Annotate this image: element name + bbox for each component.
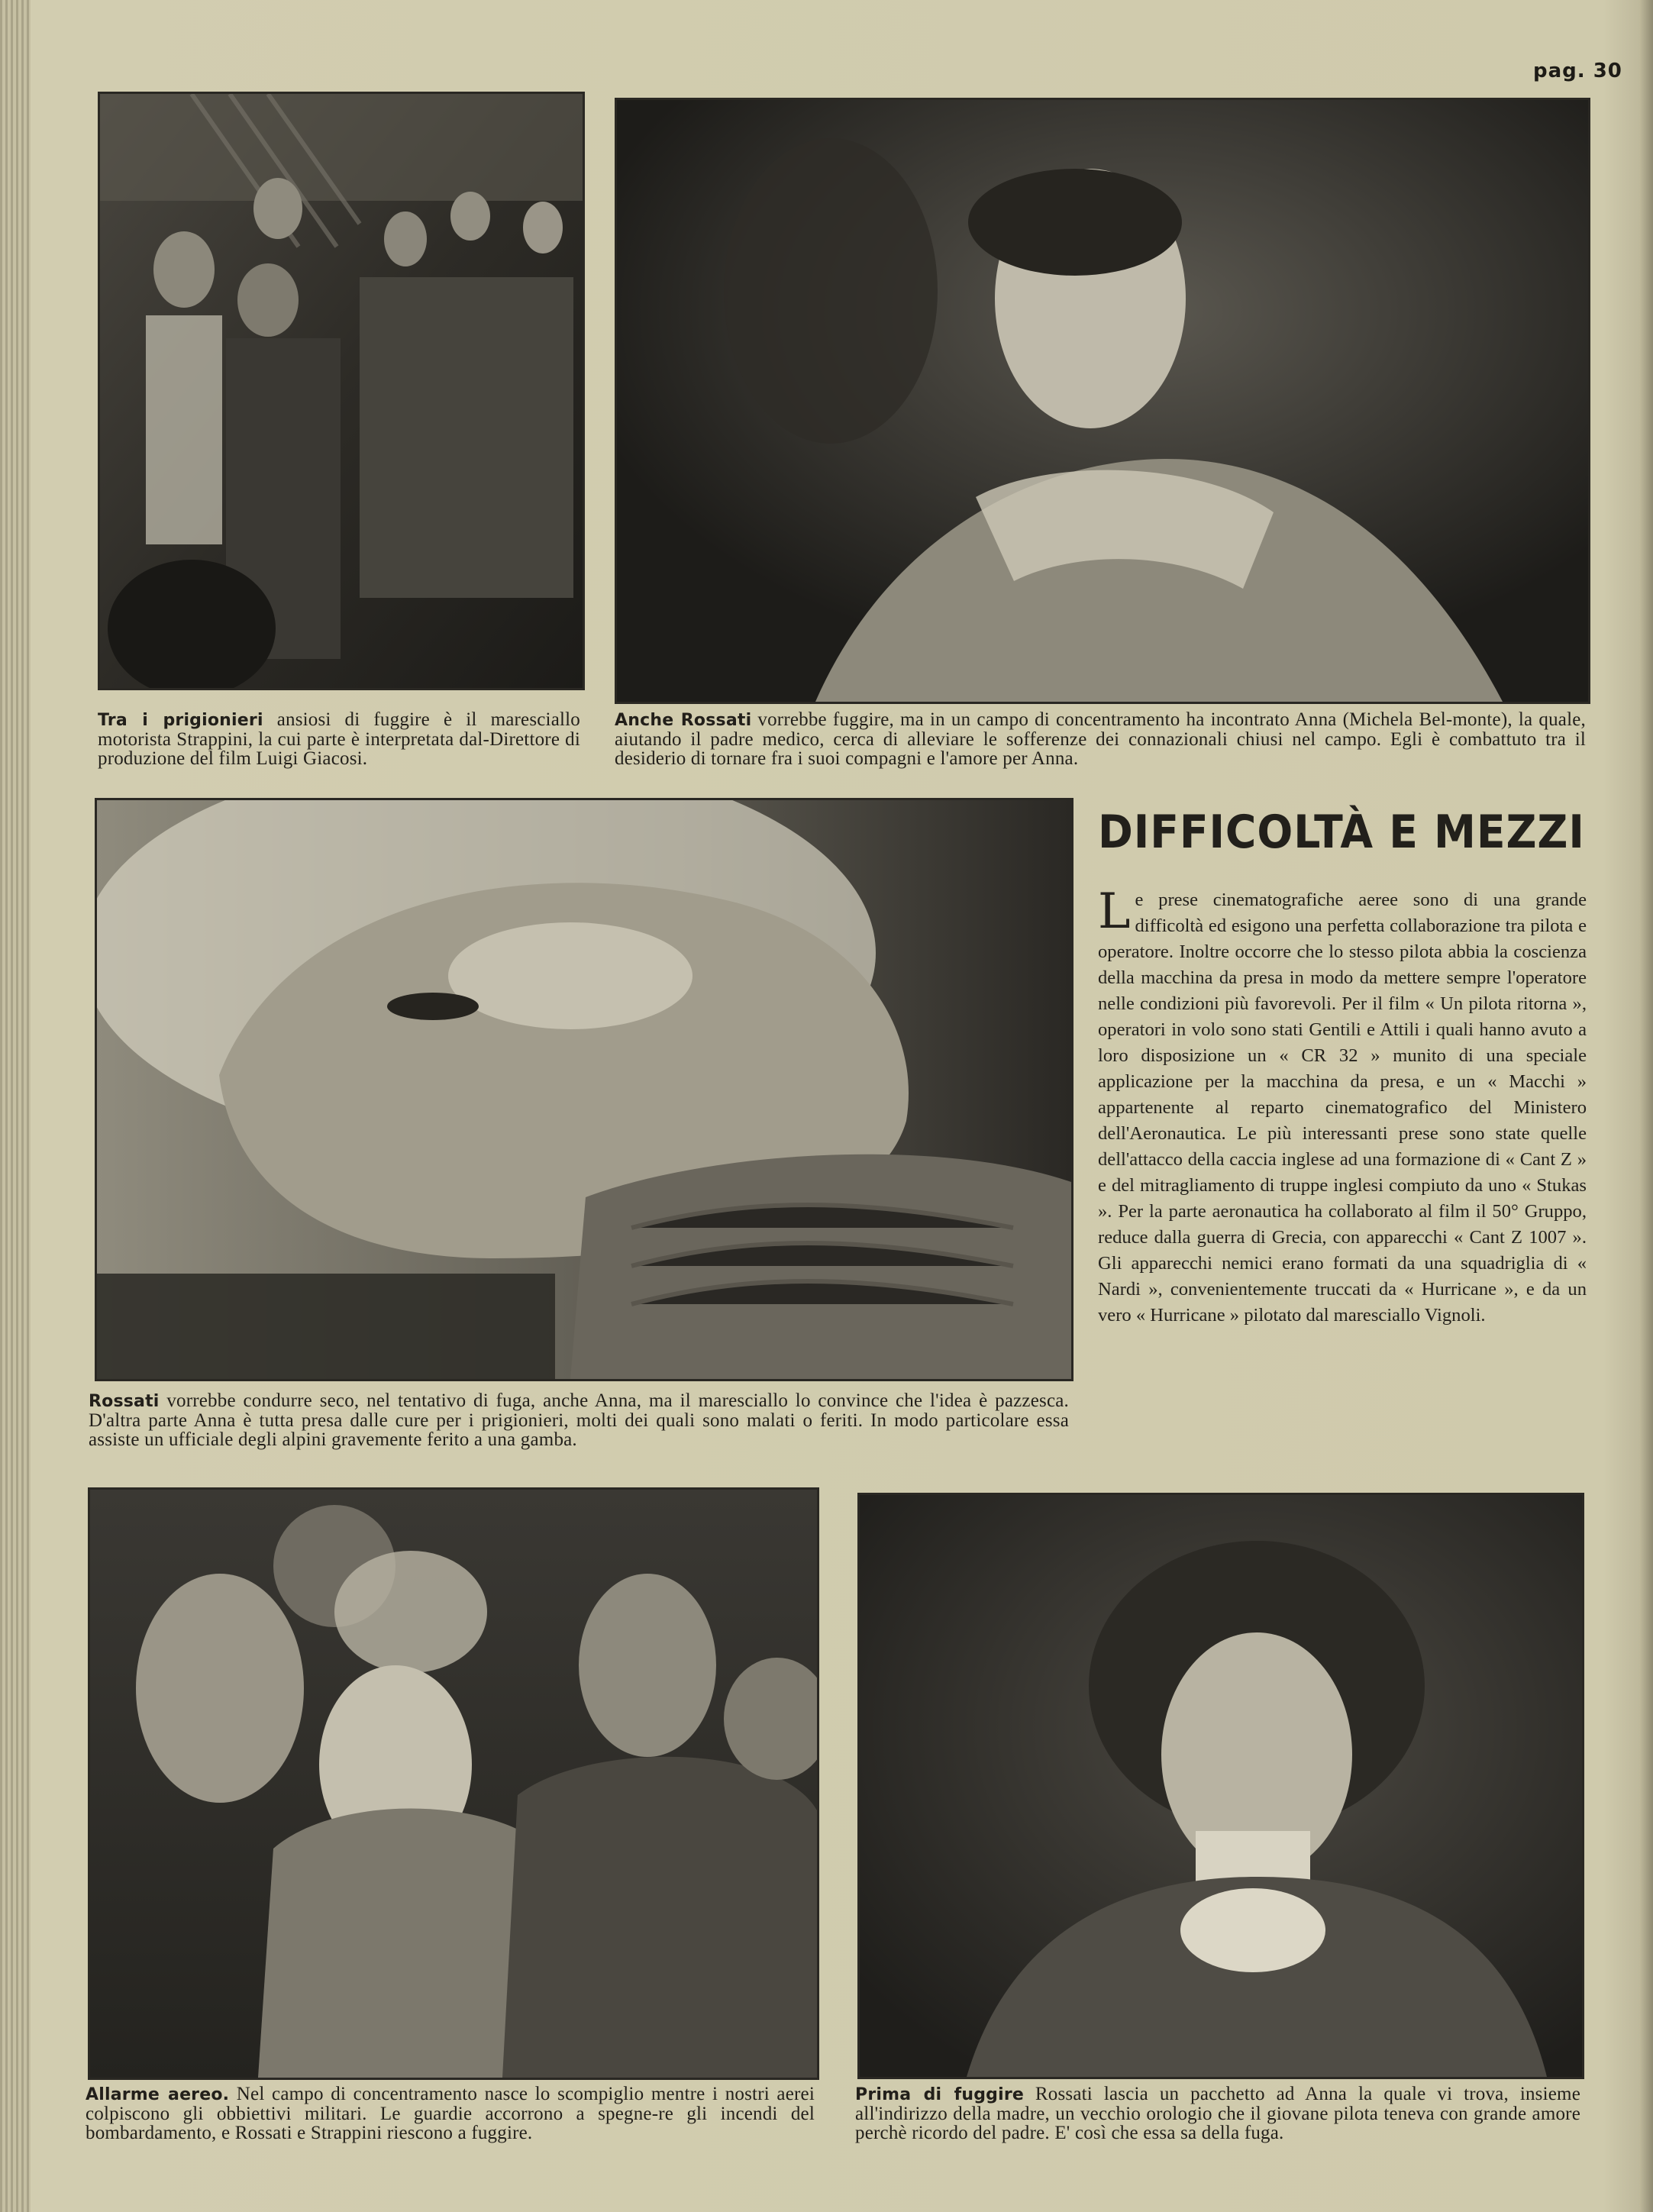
caption-air-raid — [86, 2084, 815, 2143]
caption-prisoners — [98, 710, 580, 768]
article-text: e prese cinematografiche aeree sono di una grande difficoltà ed esigono una perfetta collaborazione tra pilota e operatore. Inoltre occorre che lo stesso pilota abbia la coscienza della macchina da presa in modo da mettere sempre l'operatore nelle condizioni più favorevoli. Per il film « Un pilota ritorna », operatori in volo sono stati Gentili e Attili i quali hanno avuto a loro disposizione un « CR 32 » munito di una speciale applicazione per la macchina da presa, e un « Macchi » appartenente al reparto cinematografico del Ministero dell'Aeronautica. Le più interessanti prese sono state quelle dell'attacco della caccia inglese ad una formazione di « Cant Z » e del mitragliamento di truppe inglesi compiuto da uno « Stukas ». Per la parte aeronautica ha collaborato al film il 50° Gruppo, reduce dalla guerra di Grecia, con apparecchi « Cant Z 1007 ». Gli apparecchi nemici erano formati da una squadriglia di « Nardi », convenientemente truccati da « Hurricane », e da un vero « Hurricane » pilotato dal maresciallo Vignoli. — [1098, 890, 1587, 1326]
caption-lead: Allarme aereo. — [86, 2085, 230, 2104]
photo-man-profile — [615, 98, 1590, 704]
caption-wounded — [89, 1391, 1069, 1449]
page-edge — [1639, 0, 1653, 2212]
page-number: pag. 30 — [1533, 60, 1622, 82]
caption-rossati — [615, 710, 1586, 768]
photo-family-air-raid — [88, 1487, 819, 2080]
caption-text: ansiosi di fuggire è il maresciallo motorista Strappini, la cui parte è interpretata dal-Direttore di produzione del film Luigi Giacosi. — [98, 709, 580, 769]
photo-prisoners-group — [98, 92, 585, 690]
article-body — [1098, 883, 1587, 1329]
article-headline: DIFFICOLTÀ E MEZZI — [1098, 806, 1585, 859]
photo-wounded-man — [95, 798, 1073, 1381]
caption-anna — [855, 2084, 1580, 2143]
photo-woman-portrait — [857, 1493, 1584, 2079]
caption-lead: Prima di fuggire — [855, 2085, 1025, 2104]
caption-lead: Tra i prigionieri — [98, 711, 263, 730]
binding-spine — [0, 0, 31, 2212]
caption-lead: Anche Rossati — [615, 711, 752, 730]
caption-text: vorrebbe condurre seco, nel tentativo di fuga, anche Anna, ma il maresciallo lo convince che l'idea è pazzesca. D'altra parte Anna è tutta presa dalle cure per i prigionieri, molti dei quali sono malati o feriti. In modo particolare essa assiste un ufficiale degli alpini gravemente ferito a una gamba. — [89, 1390, 1069, 1450]
caption-lead: Rossati — [89, 1392, 160, 1411]
caption-text: vorrebbe fuggire, ma in un campo di concentramento ha incontrato Anna (Michela Bel-monte), la quale, aiutando il padre medico, cerca di alleviare le sofferenze dei connazionali chiusi nel campo. Egli è combattuto tra il desiderio di tornare fra i suoi compagni e l'amore per Anna. — [615, 709, 1586, 769]
drop-cap: L — [1098, 883, 1131, 940]
caption-text: Rossati lascia un pacchetto ad Anna la quale vi trova, insieme all'indirizzo della madre, un vecchio orologio che il giovane pilota teneva con grande amore perchè ricordo del padre. E' così che essa sa della fuga. — [855, 2084, 1580, 2143]
caption-text: Nel campo di concentramento nasce lo scompiglio mentre i nostri aerei colpiscono gli obbiettivi militari. Le guardie accorrono a spegne-re gli incendi del bombardamento, e Rossati e Strappini riescono a fuggire. — [86, 2084, 815, 2143]
